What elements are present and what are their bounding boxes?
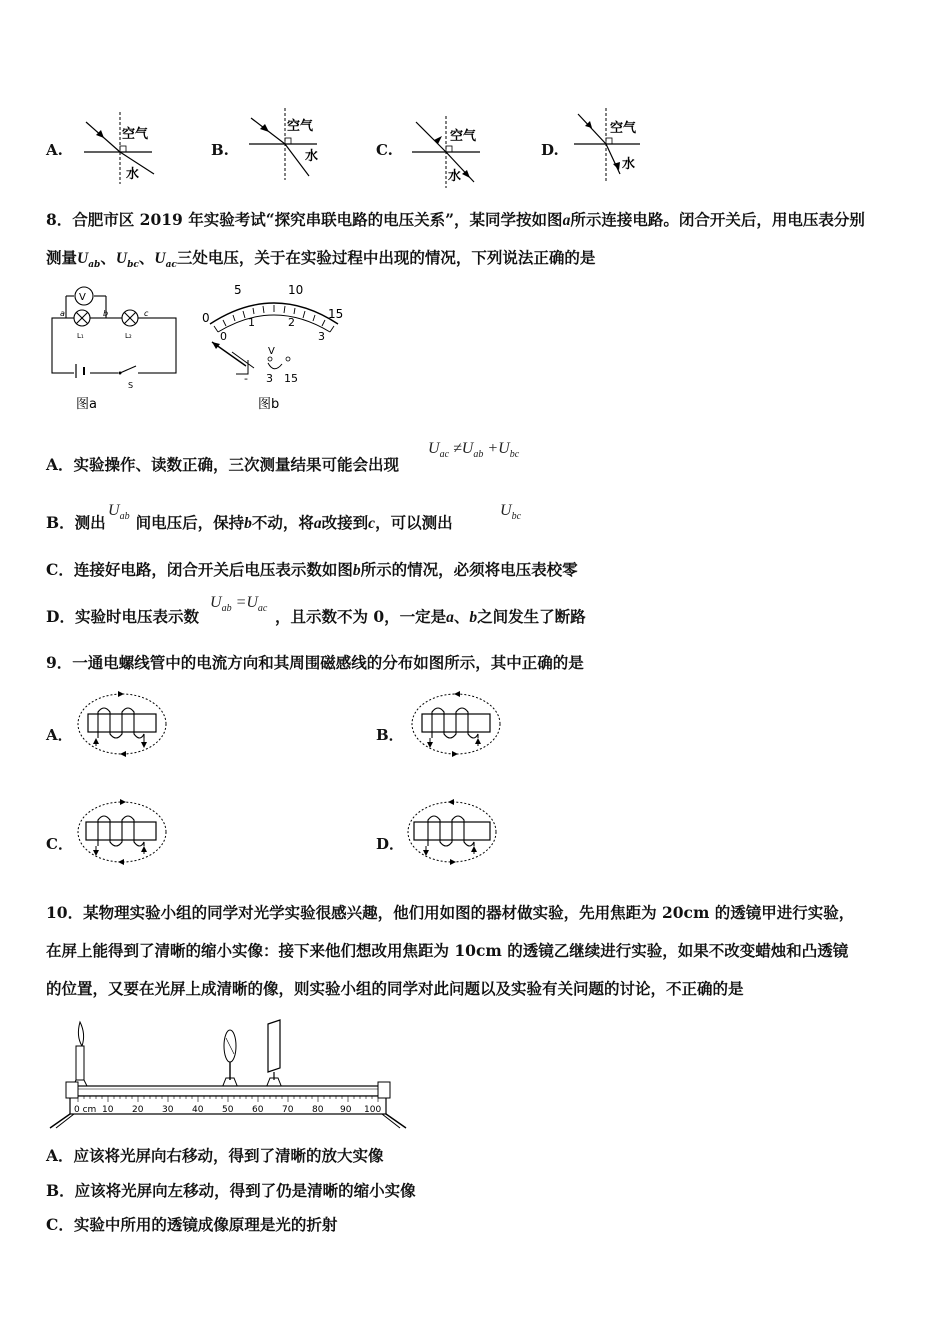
dial-outer-tick-0: 0 xyxy=(202,311,210,325)
light-screen xyxy=(266,1020,282,1088)
bench-tick-40: 40 xyxy=(192,1105,204,1115)
air-text: 空气 xyxy=(287,119,314,134)
q8-option-b-uab: $U_{ab}$ xyxy=(108,502,130,523)
dial-outer-tick-15: 15 xyxy=(328,307,344,321)
dial-inner-tick-0: 0 xyxy=(220,330,227,343)
q8-option-d: D．实验时电压表示数 ，且示数不为 0，一定是a、b之间发生了断路 xyxy=(46,607,586,626)
terminal-3: 3 xyxy=(266,372,273,385)
terminal-minus: - xyxy=(244,372,248,385)
q9-option-c-label: C． xyxy=(46,835,73,853)
bench-tick-70: 70 xyxy=(282,1105,294,1115)
q8-stem-line1: 8．合肥市区 2019 年实验考试“探究串联电路的电压关系”，某同学按如图a所示连接电路。闭合开关后，用电压表分别 xyxy=(46,210,865,229)
point-c-text: c xyxy=(144,309,149,318)
q9-option-b-solenoid xyxy=(408,688,508,760)
q8-option-b: B．测出 间电压后，保持b不动，将a改接到c，可以测出 xyxy=(46,513,453,532)
point-a-text: a xyxy=(60,309,65,318)
q9-option-d-solenoid xyxy=(404,796,504,868)
q8-figure-a-circuit xyxy=(44,278,194,413)
dial-inner-tick-1: 1 xyxy=(248,316,255,329)
bench-tick-60: 60 xyxy=(252,1105,264,1115)
q7-option-a-label: A. xyxy=(46,141,63,159)
q10-option-c: C．实验中所用的透镜成像原理是光的折射 xyxy=(46,1215,338,1234)
q10-stem-line2: 在屏上能得到了清晰的缩小实像：接下来他们想改用焦距为 10cm 的透镜乙继续进行实验，如果不改变蜡烛和凸透镜 xyxy=(46,941,849,960)
water-text: 水 xyxy=(126,167,140,182)
switch-text: S xyxy=(128,381,134,390)
q7-option-b-diagram xyxy=(245,104,335,182)
dial-outer-tick-5: 5 xyxy=(234,283,242,297)
q8-option-d-formula: $U_{ab} =U_{ac}$ xyxy=(210,594,268,615)
q8-option-a-formula: $U_{ac} \ne U_{ab} +U_{bc}$ xyxy=(428,440,520,461)
q9-option-a-solenoid xyxy=(74,688,174,760)
q9-stem: 9．一通电螺线管中的电流方向和其周围磁感线的分布如图所示，其中正确的是 xyxy=(46,653,584,672)
figure-b-caption: 图b xyxy=(258,397,280,412)
dial-outer-tick-10: 10 xyxy=(288,283,304,297)
q10-option-a: A．应该将光屏向右移动，得到了清晰的放大实像 xyxy=(46,1146,384,1165)
candle xyxy=(72,1022,88,1088)
q8-option-b-ubc: $U_{bc}$ xyxy=(500,502,522,523)
bench-tick-10: 10 xyxy=(102,1105,114,1115)
dial-unit-text: V xyxy=(268,346,275,357)
bench-tick-20: 20 xyxy=(132,1105,144,1115)
bench-tick-80: 80 xyxy=(312,1105,324,1115)
q8-stem-line2: 测量$U_{ab}$、$U_{bc}$、$U_{ac}$三处电压，关于在实验过程中出现的情况，下列说法正确的是 xyxy=(46,248,596,271)
bench-tick-30: 30 xyxy=(162,1105,174,1115)
q7-option-d-label: D. xyxy=(541,141,559,159)
bench-tick-0: 0 cm xyxy=(74,1105,97,1115)
q7-option-d-diagram xyxy=(570,104,660,184)
dial-inner-tick-2: 2 xyxy=(288,316,295,329)
dial-inner-tick-3: 3 xyxy=(318,330,325,343)
q9-option-b-label: B． xyxy=(376,726,404,744)
air-text: 空气 xyxy=(450,129,477,144)
bench-tick-90: 90 xyxy=(340,1105,352,1115)
q7-option-c-diagram xyxy=(408,112,498,190)
q8-option-a: A．实验操作、读数正确，三次测量结果可能会出现 xyxy=(46,455,400,474)
q7-option-b-label: B. xyxy=(211,141,229,159)
bench-tick-50: 50 xyxy=(222,1105,234,1115)
voltmeter-text: V xyxy=(79,292,86,303)
q10-option-b: B．应该将光屏向左移动，得到了仍是清晰的缩小实像 xyxy=(46,1181,416,1200)
bench-tick-100: 100 xyxy=(364,1105,382,1115)
q10-optical-bench xyxy=(44,1016,414,1132)
air-text: 空气 xyxy=(122,127,149,142)
q10-stem-line3: 的位置，又要在光屏上成清晰的像，则实验小组的同学对此问题以及实验有关问题的讨论，不正确的是 xyxy=(46,979,744,998)
q7-option-a-diagram xyxy=(80,108,170,186)
q9-option-c-solenoid xyxy=(74,796,174,868)
air-text: 空气 xyxy=(610,121,637,136)
figure-a-caption: 图a xyxy=(76,397,97,412)
q7-option-c-label: C. xyxy=(376,141,393,159)
terminal-15: 15 xyxy=(284,372,298,385)
water-text: 水 xyxy=(622,157,636,172)
q9-option-a-label: A． xyxy=(46,726,73,744)
water-text: 水 xyxy=(305,149,319,164)
q8-option-c: C．连接好电路，闭合开关后电压表示数如图b所示的情况，必须将电压表校零 xyxy=(46,560,578,579)
convex-lens xyxy=(222,1030,238,1088)
q8-figure-b-voltmeter xyxy=(196,278,356,413)
q9-option-d-label: D． xyxy=(376,835,405,853)
lamp1-text: L₁ xyxy=(77,332,84,340)
point-b-text: b xyxy=(103,309,109,318)
lamp2-text: L₂ xyxy=(125,332,132,340)
water-text: 水 xyxy=(448,169,462,184)
q10-stem-line1: 10．某物理实验小组的同学对光学实验很感兴趣，他们用如图的器材做实验，先用焦距为 20cm 的透镜甲进行实验， xyxy=(46,903,855,922)
